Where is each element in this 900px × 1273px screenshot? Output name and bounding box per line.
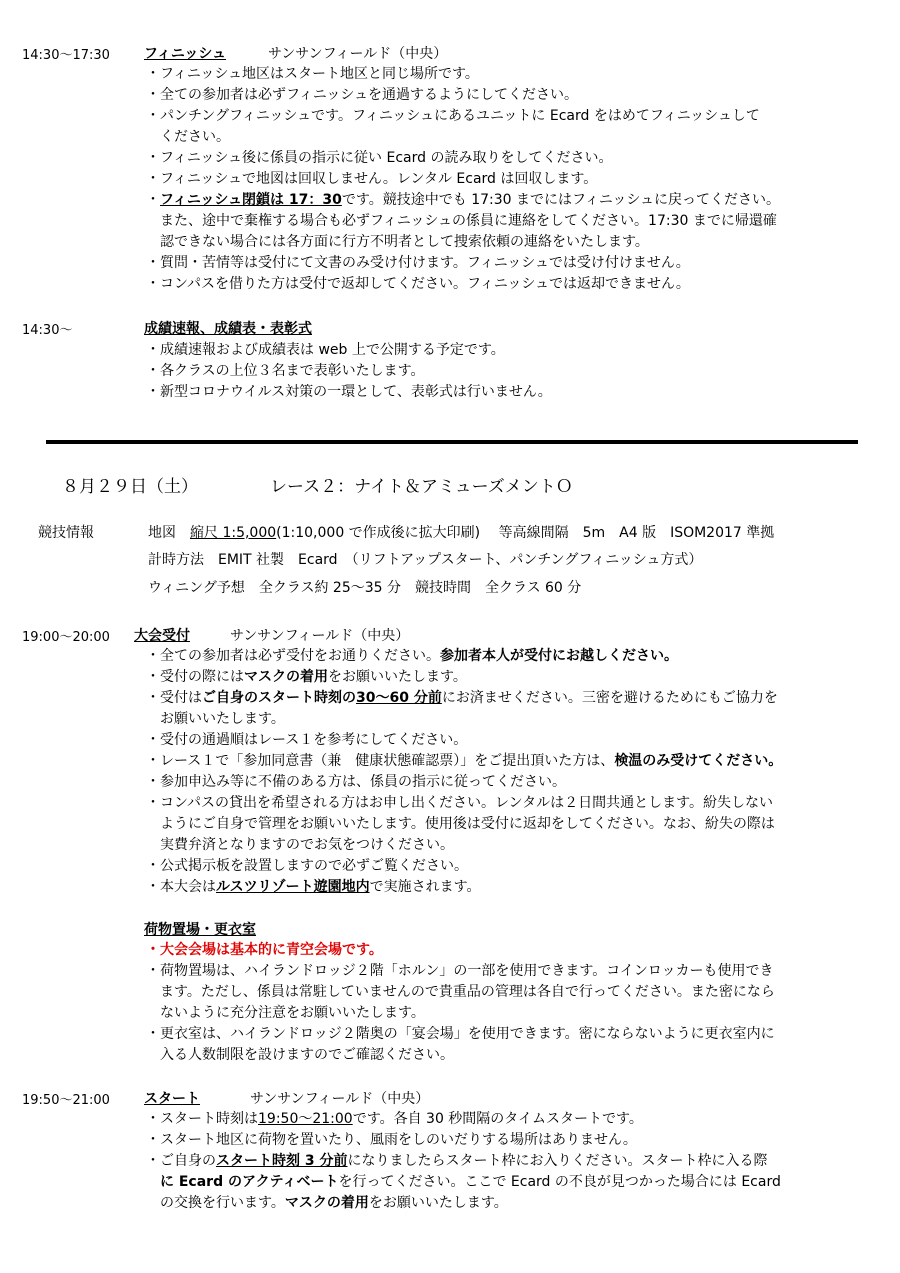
list-item: ・受付の通過順はレース１を参考にしてください。	[146, 732, 468, 748]
list-item: ・受付の際にはマスクの着用をお願いいたします。	[146, 669, 467, 685]
results-time: 14:30～	[22, 323, 73, 338]
list-item: ようにご自身で管理をお願いいたします。使用後は受付に返却をしてください。なお、紛失の際は	[160, 816, 775, 832]
list-item: ・参加申込み等に不備のある方は、係員の指示に従ってください。	[146, 774, 566, 790]
list-item: ・各クラスの上位３名まで表彰いたします。	[146, 363, 425, 379]
list-item: ます。ただし、係員は常駐していませんので貴重品の管理は各自で行ってください。また密になら	[160, 984, 775, 1000]
race2-date: ８月２９日（土）	[62, 477, 198, 497]
list-item: ないように充分注意をお願いいたします。	[160, 1005, 425, 1021]
finish-location: サンサンフィールド（中央）	[268, 46, 448, 62]
list-item: ・全ての参加者は必ず受付をお通りください。参加者本人が受付にお越しください。	[146, 648, 678, 664]
list-item: ・受付はご自身のスタート時刻の30～60 分前にお済ませください。三密を避けるためにもご協力を	[146, 690, 778, 706]
reception-location: サンサンフィールド（中央）	[230, 628, 410, 644]
list-item: 認できない場合には各方面に行方不明者として捜索依頼の連絡をいたします。	[160, 234, 649, 250]
finish-heading: フィニッシュ	[144, 46, 227, 62]
list-item: お願いいたします。	[160, 711, 285, 727]
list-item: ・大会会場は基本的に青空会場です。	[146, 942, 383, 958]
list-item: 実費弁済となりますのでお気をつけください。	[160, 837, 454, 853]
list-item: ・本大会はルスツリゾート遊園地内で実施されます。	[146, 879, 481, 895]
list-item: ・成績速報および成績表は web 上で公開する予定です。	[146, 342, 505, 358]
section-divider	[46, 440, 858, 444]
list-item: ・スタート地区に荷物を置いたり、風雨をしのいだりする場所はありません。	[146, 1132, 637, 1148]
list-item: ・全ての参加者は必ずフィニッシュを通過するようにしてください。	[146, 87, 579, 103]
baggage-heading: 荷物置場・更衣室	[144, 922, 256, 938]
info-map: 地図 縮尺 1:5,000(1:10,000 で作成後に拡大印刷) 等高線間隔 5m A4 版 ISOM2017 準拠	[148, 525, 775, 541]
list-item: ・荷物置場は、ハイランドロッジ２階「ホルン」の一部を使用できます。コインロッカーも使用でき	[146, 963, 774, 979]
list-item: ・コンパスを借りた方は受付で返却してください。フィニッシュでは返却できません。	[146, 276, 690, 292]
finish-close-time: フィニッシュ閉鎖は 17：30	[160, 192, 342, 208]
list-item: に Ecard のアクティベートを行ってください。ここで Ecard の不良が見つかった場合には Ecard	[160, 1174, 781, 1190]
info-timing: 計時方法 EMIT 社製 Ecard （リフトアップスタート、パンチングフィニッシュ方式）	[148, 552, 703, 568]
list-item: ください。	[160, 129, 230, 145]
list-item: ・フィニッシュ地区はスタート地区と同じ場所です。	[146, 66, 479, 82]
list-item: ・更衣室は、ハイランドロッジ２階奥の「宴会場」を使用できます。密にならないように更衣室内に	[146, 1026, 775, 1042]
reception-time: 19:00～20:00	[22, 630, 110, 645]
list-item: また、途中で棄権する場合も必ずフィニッシュの係員に連絡をしてください。17:30 までに帰還確	[160, 213, 777, 229]
list-item: ・公式掲示板を設置しますので必ずご覧ください。	[146, 858, 468, 874]
start-heading: スタート	[144, 1091, 200, 1107]
list-item: ・質問・苦情等は受付にて文書のみ受け付けます。フィニッシュでは受け付けません。	[146, 255, 690, 271]
start-location: サンサンフィールド（中央）	[250, 1091, 430, 1107]
list-item: ・新型コロナウイルス対策の一環として、表彰式は行いません。	[146, 384, 552, 400]
reception-heading: 大会受付	[134, 628, 190, 644]
start-time: 19:50～21:00	[22, 1093, 110, 1108]
race2-title: レース２：ナイト＆アミューズメントＯ	[270, 477, 573, 497]
list-item: ・レース１で「参加同意書（兼 健康状態確認票）」をご提出頂いた方は、検温のみ受けてください。	[146, 753, 783, 769]
list-item: の交換を行います。マスクの着用をお願いいたします。	[160, 1195, 508, 1211]
info-label: 競技情報	[38, 525, 94, 541]
list-item: ・スタート時刻は19:50～21:00です。各自 30 秒間隔のタイムスタートです。	[146, 1111, 643, 1127]
list-item: 入る人数制限を設けますのでご確認ください。	[160, 1047, 454, 1063]
list-item: ・フィニッシュ閉鎖は 17：30です。競技途中でも 17:30 までにはフィニッシュに戻ってください。	[146, 192, 781, 208]
list-item: ・コンパスの貸出を希望される方はお申し出ください。レンタルは２日間共通とします。紛失しない	[146, 795, 773, 811]
results-heading: 成績速報、成績表・表彰式	[144, 321, 312, 337]
list-item: ・フィニッシュ後に係員の指示に従い Ecard の読み取りをしてください。	[146, 150, 613, 166]
list-item: ・フィニッシュで地図は回収しません。レンタル Ecard は回収します。	[146, 171, 598, 187]
info-winning: ウィニング予想 全クラス約 25～35 分 競技時間 全クラス 60 分	[148, 580, 582, 596]
finish-time: 14:30～17:30	[22, 48, 110, 63]
map-scale: 縮尺 1:5,000	[190, 525, 277, 541]
list-item: ・パンチングフィニッシュです。フィニッシュにあるユニットに Ecard をはめてフィニッシュして	[146, 108, 760, 124]
list-item: ・ご自身のスタート時刻 3 分前になりましたらスタート枠にお入りください。スタート枠に入る際	[146, 1153, 768, 1169]
